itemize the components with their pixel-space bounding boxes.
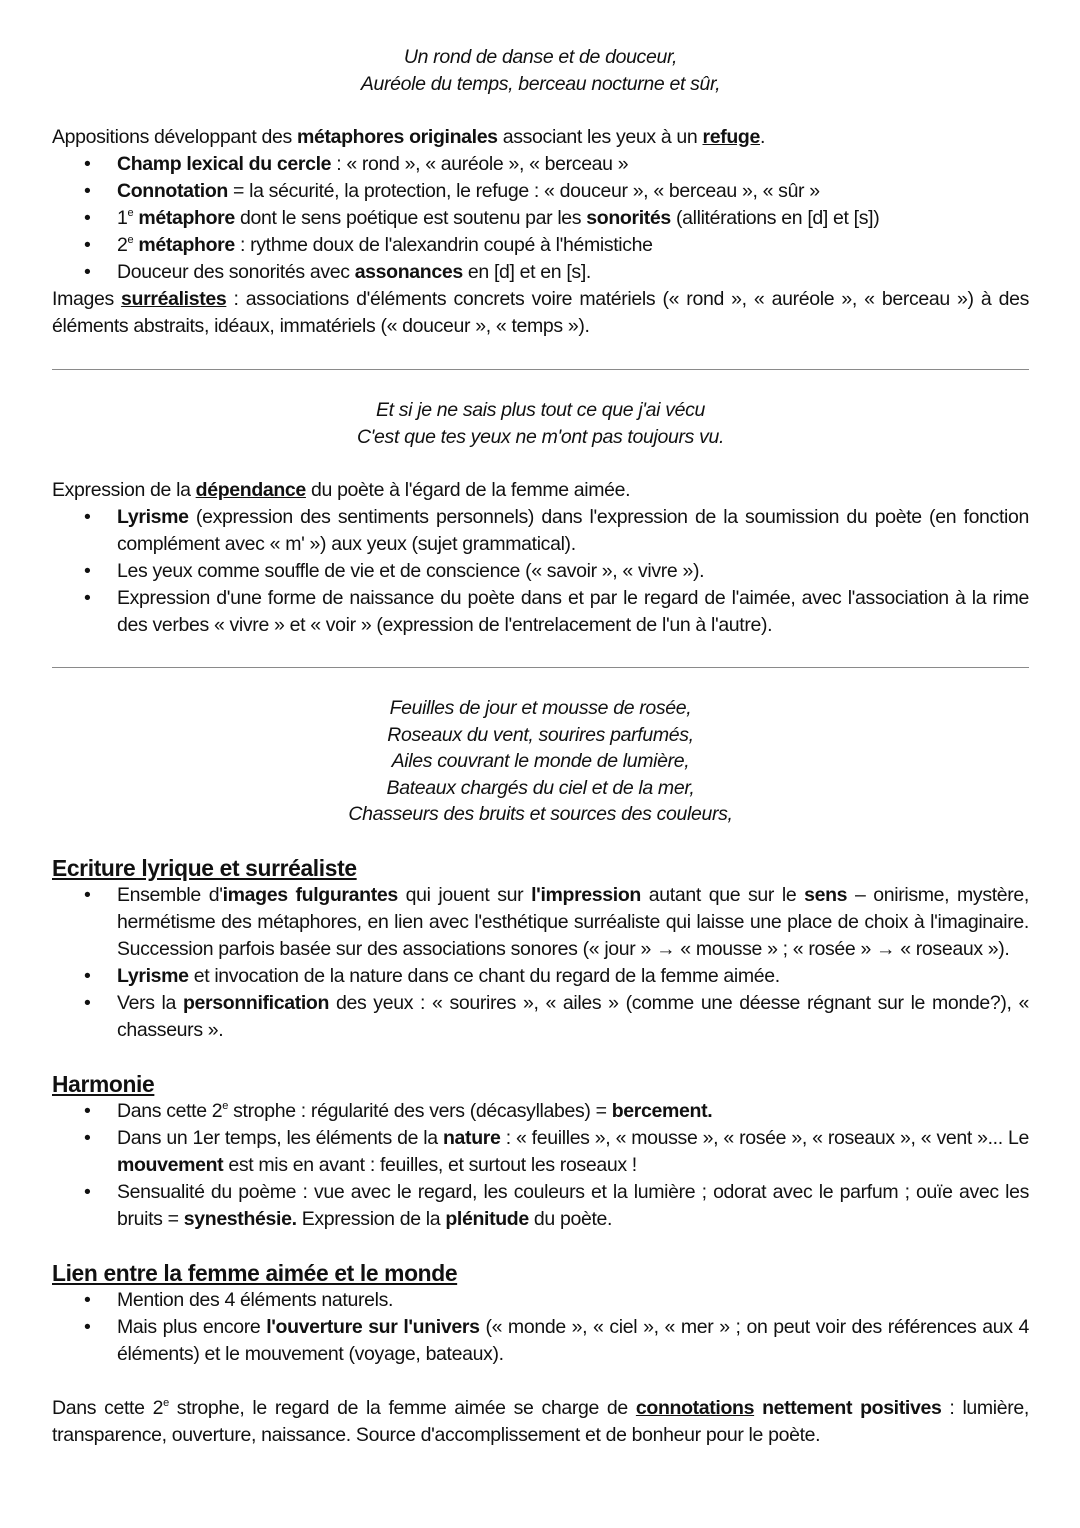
subsection-heading: Harmonie [52, 1070, 155, 1097]
verse-line: Roseaux du vent, sourires parfumés, [387, 723, 694, 746]
bold-term: bercement. [611, 1099, 713, 1122]
bullet-list [52, 151, 1029, 286]
key-term: dépendance [195, 479, 306, 501]
subsection-heading: Lien entre la femme aimée et le monde [52, 1259, 458, 1286]
bold-term: nettement positives [762, 1396, 942, 1419]
subsection-heading: Ecriture lyrique et surréaliste [52, 854, 357, 881]
bullet-item: • Dans un 1er temps, les éléments de la nature : « feuilles », « mousse », « rosée », « roseaux », « vent »... Le mouvement est mis en avant : feuilles, et surtout les roseaux ! [52, 1125, 1029, 1179]
bold-term: synesthésie. [183, 1207, 297, 1230]
key-term: connotations [635, 1396, 755, 1419]
ordinal-suffix: e [163, 1396, 169, 1409]
section-strophe-1-end [52, 397, 1029, 639]
bullet-item: • Lyrisme (expression des sentiments personnels) dans l'expression de la soumission du poète (en fonction complément avec « m' ») aux yeux (sujet grammatical). [52, 504, 1029, 558]
document-page [52, 44, 1029, 1449]
bold-term: plénitude [445, 1207, 529, 1230]
outro-paragraph: Images surréalistes : associations d'éléments concrets voire matériels (« rond », « auréole », « berceau ») à des éléments abstraits, idéaux, immatériels (« douceur », « temps »). [52, 288, 1029, 337]
intro-paragraph: Appositions développant des métaphores originales associant les yeux à un refuge. [52, 126, 766, 148]
ordinal-suffix: e [127, 207, 134, 219]
bullet-item: • Douceur des sonorités avec assonances en [d] et en [s]. [52, 259, 1029, 286]
bullet-item: • Dans cette 2e strophe : régularité des vers (décasyllabes) = bercement. [52, 1098, 1029, 1125]
key-term: refuge [702, 126, 760, 148]
bullet-item: • Vers la personnification des yeux : « sourires », « ailes » (comme une déesse régnant sur le monde?), « chasseurs ». [52, 990, 1029, 1044]
bullet-item: • 1e métaphore dont le sens poétique est soutenu par les sonorités (allitérations en [d] et [s]) [52, 205, 1029, 232]
bold-term: Champ lexical du cercle [117, 153, 332, 175]
verse-line: Bateaux chargés du ciel et de la mer, [386, 776, 695, 799]
bold-term: Lyrisme [117, 964, 189, 987]
section-strophe-2 [52, 695, 1029, 1449]
bold-term: Connotation [117, 180, 228, 202]
conclusion-paragraph: Dans cette 2e strophe, le regard de la femme aimée se charge de connotations nettement positives : lumière, transparence, ouverture, naissance. Source d'accomplissement et de bonheur pour le poète. [52, 1396, 1029, 1446]
ordinal-suffix: e [222, 1099, 229, 1112]
bullet-list [52, 1098, 1029, 1233]
verse-line: Auréole du temps, berceau nocturne et sûr, [360, 72, 721, 95]
bold-term: l'ouverture sur l'univers [266, 1315, 480, 1338]
bold-term: sens [804, 883, 848, 906]
bullet-list [52, 504, 1029, 639]
bullet-item: • Ensemble d'images fulgurantes qui jouent sur l'impression autant que sur le sens – onirisme, mystère, hermétisme des métaphores, en lien avec l'esthétique surréaliste qui laisse une place de choix à l'imaginaire. Succession parfois basée sur des associations sonores (« jour » → « mousse » ; « rosée » → « roseaux »). [52, 882, 1029, 963]
bold-term: sonorités [586, 207, 671, 229]
bold-term: métaphores originales [296, 126, 498, 148]
bold-term: métaphore [138, 207, 235, 229]
bold-term: mouvement [117, 1153, 224, 1176]
bold-term: personnification [182, 991, 330, 1014]
verse-line: Chasseurs des bruits et sources des couleurs, [348, 803, 733, 825]
key-term: surréalistes [121, 288, 227, 310]
bullet-item: • Expression d'une forme de naissance du poète dans et par le regard de l'aimée, avec l'association à la rime des verbes « vivre » et « voir » (expression de l'entrelacement de l'un à l'autre). [52, 585, 1029, 639]
bullet-list [52, 882, 1029, 1044]
verse-line: C'est que tes yeux ne m'ont pas toujours vu. [356, 425, 725, 448]
verse-line: Feuilles de jour et mousse de rosée, [389, 697, 692, 719]
bullet-item: • Mention des 4 éléments naturels. [52, 1287, 1029, 1314]
bullet-item: • Champ lexical du cercle : « rond », « auréole », « berceau » [52, 151, 1029, 178]
bold-term: nature [443, 1126, 501, 1149]
section-strophe-1 [52, 44, 1029, 340]
bold-term: assonances [354, 261, 463, 283]
ordinal-suffix: e [127, 234, 134, 246]
bold-term: Lyrisme [117, 506, 189, 528]
intro-paragraph: Expression de la dépendance du poète à l'égard de la femme aimée. [52, 479, 631, 501]
bullet-item: • Sensualité du poème : vue avec le regard, les couleurs et la lumière ; odorat avec le parfum ; ouïe avec les bruits = synesthésie. Expression de la plénitude du poète. [52, 1179, 1029, 1233]
bold-term: images fulgurantes [222, 883, 398, 906]
verse-line: Un rond de danse et de douceur, [403, 46, 678, 68]
bullet-item: • Lyrisme et invocation de la nature dans ce chant du regard de la femme aimée. [52, 963, 1029, 990]
bullet-item: • Mais plus encore l'ouverture sur l'univers (« monde », « ciel », « mer » ; on peut voir des références aux 4 éléments) et le mouvement (voyage, bateaux). [52, 1314, 1029, 1368]
bullet-item: • Connotation = la sécurité, la protection, le refuge : « douceur », « berceau », « sûr » [52, 178, 1029, 205]
bullet-list [52, 1287, 1029, 1368]
bullet-item: • Les yeux comme souffle de vie et de conscience (« savoir », « vivre »). [52, 558, 1029, 585]
bold-term: l'impression [531, 883, 641, 906]
bold-term: métaphore [138, 234, 235, 256]
verse-line: Ailes couvrant le monde de lumière, [391, 750, 690, 772]
bullet-item: • 2e métaphore : rythme doux de l'alexandrin coupé à l'hémistiche [52, 232, 1029, 259]
verse-line: Et si je ne sais plus tout ce que j'ai vécu [375, 399, 706, 421]
